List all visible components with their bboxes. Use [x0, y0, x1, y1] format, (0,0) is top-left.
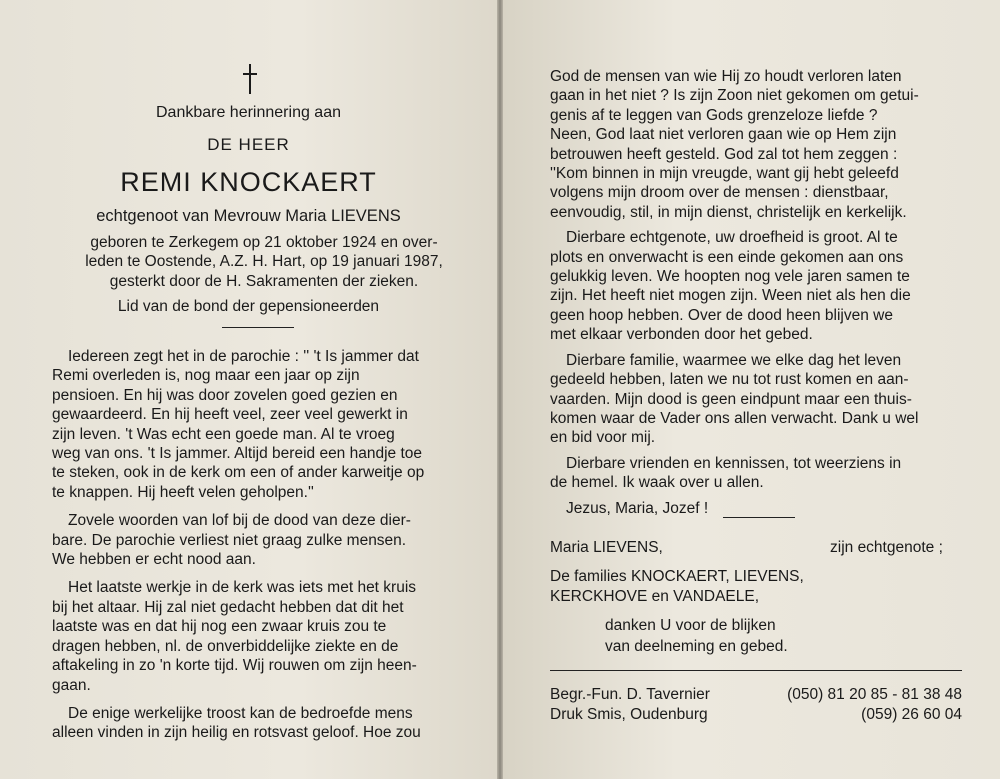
paragraph-line: komen waar de Vader ons allen verwacht. Dank u wel — [550, 409, 919, 427]
paragraph-line: We hebben er echt nood aan. — [52, 551, 256, 569]
paragraph-line: gelukkig leven. We hoopten nog vele jaren samen te — [550, 268, 910, 286]
paragraph-line: bare. De parochie verliest niet graag zulke mensen. — [52, 531, 407, 549]
paragraph-line: volgens mijn droom over de mensen : dienstbaar, — [550, 184, 889, 202]
paragraph-line: plots en onverwacht is een einde gekomen aan ons — [550, 248, 904, 266]
left-page — [0, 0, 497, 779]
paragraph-line: ''Kom binnen in mijn vreugde, want gij hebt geleefd — [550, 165, 899, 183]
paragraph-line: laatste was en dat hij nog een zwaar kruis zou te — [52, 618, 387, 636]
paragraph-line: Dierbare familie, waarmee we elke dag het leven — [566, 351, 902, 369]
intro-text: Dankbare herinnering aan — [155, 104, 341, 121]
paragraph-line: pensioen. En hij was door zovelen goed gezien en — [52, 386, 398, 404]
paragraph-line: te knappen. Hij heeft velen geholpen.'' — [52, 483, 314, 501]
paragraph-line: Het laatste werkje in de kerk was iets met het kruis — [68, 579, 417, 597]
paragraph-line: zijn. Het heeft niet mogen zijn. Ween niet als hen die — [550, 287, 911, 305]
membership-line: Lid van de bond der gepensioneerden — [117, 298, 380, 315]
funeral-phone: (050) 81 20 85 - 81 38 48 — [787, 686, 962, 703]
paragraph-line: en bid voor mij. — [550, 429, 656, 447]
spouse-line: echtgenoot van Mevrouw Maria LIEVENS — [96, 207, 401, 225]
paragraph-line: eenvoudig, stil, in mijn dienst, christelijk en kerkelijk. — [550, 203, 907, 221]
spouse-role: zijn echtgenote ; — [830, 539, 943, 556]
bio-line: leden te Oostende, A.Z. H. Hart, op 19 januari 1987, — [85, 253, 443, 271]
families-line: De families KNOCKAERT, LIEVENS, — [550, 568, 804, 585]
paragraph-line: dragen hebben, nl. de onverbiddelijke ziekte en de — [52, 637, 399, 655]
paragraph-line: God de mensen van wie Hij zo houdt verloren laten — [550, 68, 902, 85]
honorific-title: DE HEER — [207, 135, 290, 154]
divider — [222, 327, 294, 328]
paragraph-line: Remi overleden is, nog maar een jaar op zijn — [52, 367, 360, 385]
printer-name: Druk Smis, Oudenburg — [550, 706, 708, 723]
cross-icon — [243, 64, 257, 94]
thanks-line: danken U voor de blijken — [605, 617, 776, 634]
tribute-text — [52, 347, 464, 743]
paragraph-line: Neen, God laat niet verloren gaan wie op Hem zijn — [550, 126, 897, 144]
closing-prayer: Jezus, Maria, Jozef ! — [566, 499, 709, 517]
paragraph-line: gewaardeerd. En hij heeft veel, zeer veel gewerkt in — [52, 406, 408, 424]
paragraph-line: alleen vinden in zijn heilig en rotsvast geloof. Hoe zou — [52, 724, 421, 742]
paragraph-line: te steken, ook in de kerk om een of ander karweitje op — [52, 464, 425, 482]
paragraph-line: aftakeling in zo 'n korte tijd. Wij rouwen om zijn heen- — [52, 657, 417, 675]
printer-phone: (059) 26 60 04 — [861, 706, 962, 723]
funeral-director: Begr.-Fun. D. Tavernier — [550, 686, 710, 703]
paragraph-line: Iedereen zegt het in de parochie : '' 't Is jammer dat — [68, 348, 419, 365]
paragraph-line: betrouwen heeft gesteld. God zal tot hem zeggen : — [550, 145, 898, 163]
families-line: KERCKHOVE en VANDAELE, — [550, 588, 760, 605]
bio-line: geboren te Zerkegem op 21 oktober 1924 en over- — [90, 234, 438, 251]
paragraph-line: bij het altaar. Hij zal niet gedacht hebben dat dit het — [52, 598, 404, 616]
paragraph-line: gedeeld hebben, laten we nu tot rust komen en aan- — [550, 371, 909, 389]
paragraph-line: gaan. — [52, 676, 91, 694]
paragraph-line: vaarden. Mijn dood is geen eindpunt maar een thuis- — [550, 390, 912, 408]
divider — [723, 517, 795, 518]
paragraph-line: Dierbare echtgenote, uw droefheid is groot. Al te — [566, 229, 898, 247]
paragraph-line: Dierbare vrienden en kennissen, tot weerziens in — [566, 454, 902, 472]
paragraph-line: met elkaar verbonden door het gebed. — [550, 326, 813, 344]
paragraph-line: zijn leven. 't Was echt een goede man. Al te vroeg — [52, 425, 395, 443]
footer-rule — [550, 670, 962, 671]
paragraph-line: Zovele woorden van lof bij de dood van deze dier- — [68, 512, 411, 530]
paragraph-line: gaan in het niet ? Is zijn Zoon niet gekomen om getui- — [550, 87, 919, 105]
paragraph-line: de hemel. Ik waak over u allen. — [550, 474, 764, 492]
paragraph-line: genis af te leggen van Gods grenzeloze liefde ? — [550, 106, 878, 124]
right-page — [503, 0, 1000, 779]
message-text — [550, 67, 962, 518]
deceased-name: REMI KNOCKAERT — [120, 167, 377, 197]
paragraph-line: geen hoop hebben. Over de dood heen blijven we — [550, 306, 893, 324]
bio-block — [68, 233, 460, 291]
bio-line: gesterkt door de H. Sakramenten der zieken. — [109, 272, 419, 290]
thanks-line: van deelneming en gebed. — [605, 638, 788, 655]
spouse-name: Maria LIEVENS, — [550, 539, 663, 556]
paragraph-line: De enige werkelijke troost kan de bedroefde mens — [68, 704, 413, 722]
paragraph-line: weg van ons. 't Is jammer. Altijd bereid een handje toe — [52, 445, 423, 463]
